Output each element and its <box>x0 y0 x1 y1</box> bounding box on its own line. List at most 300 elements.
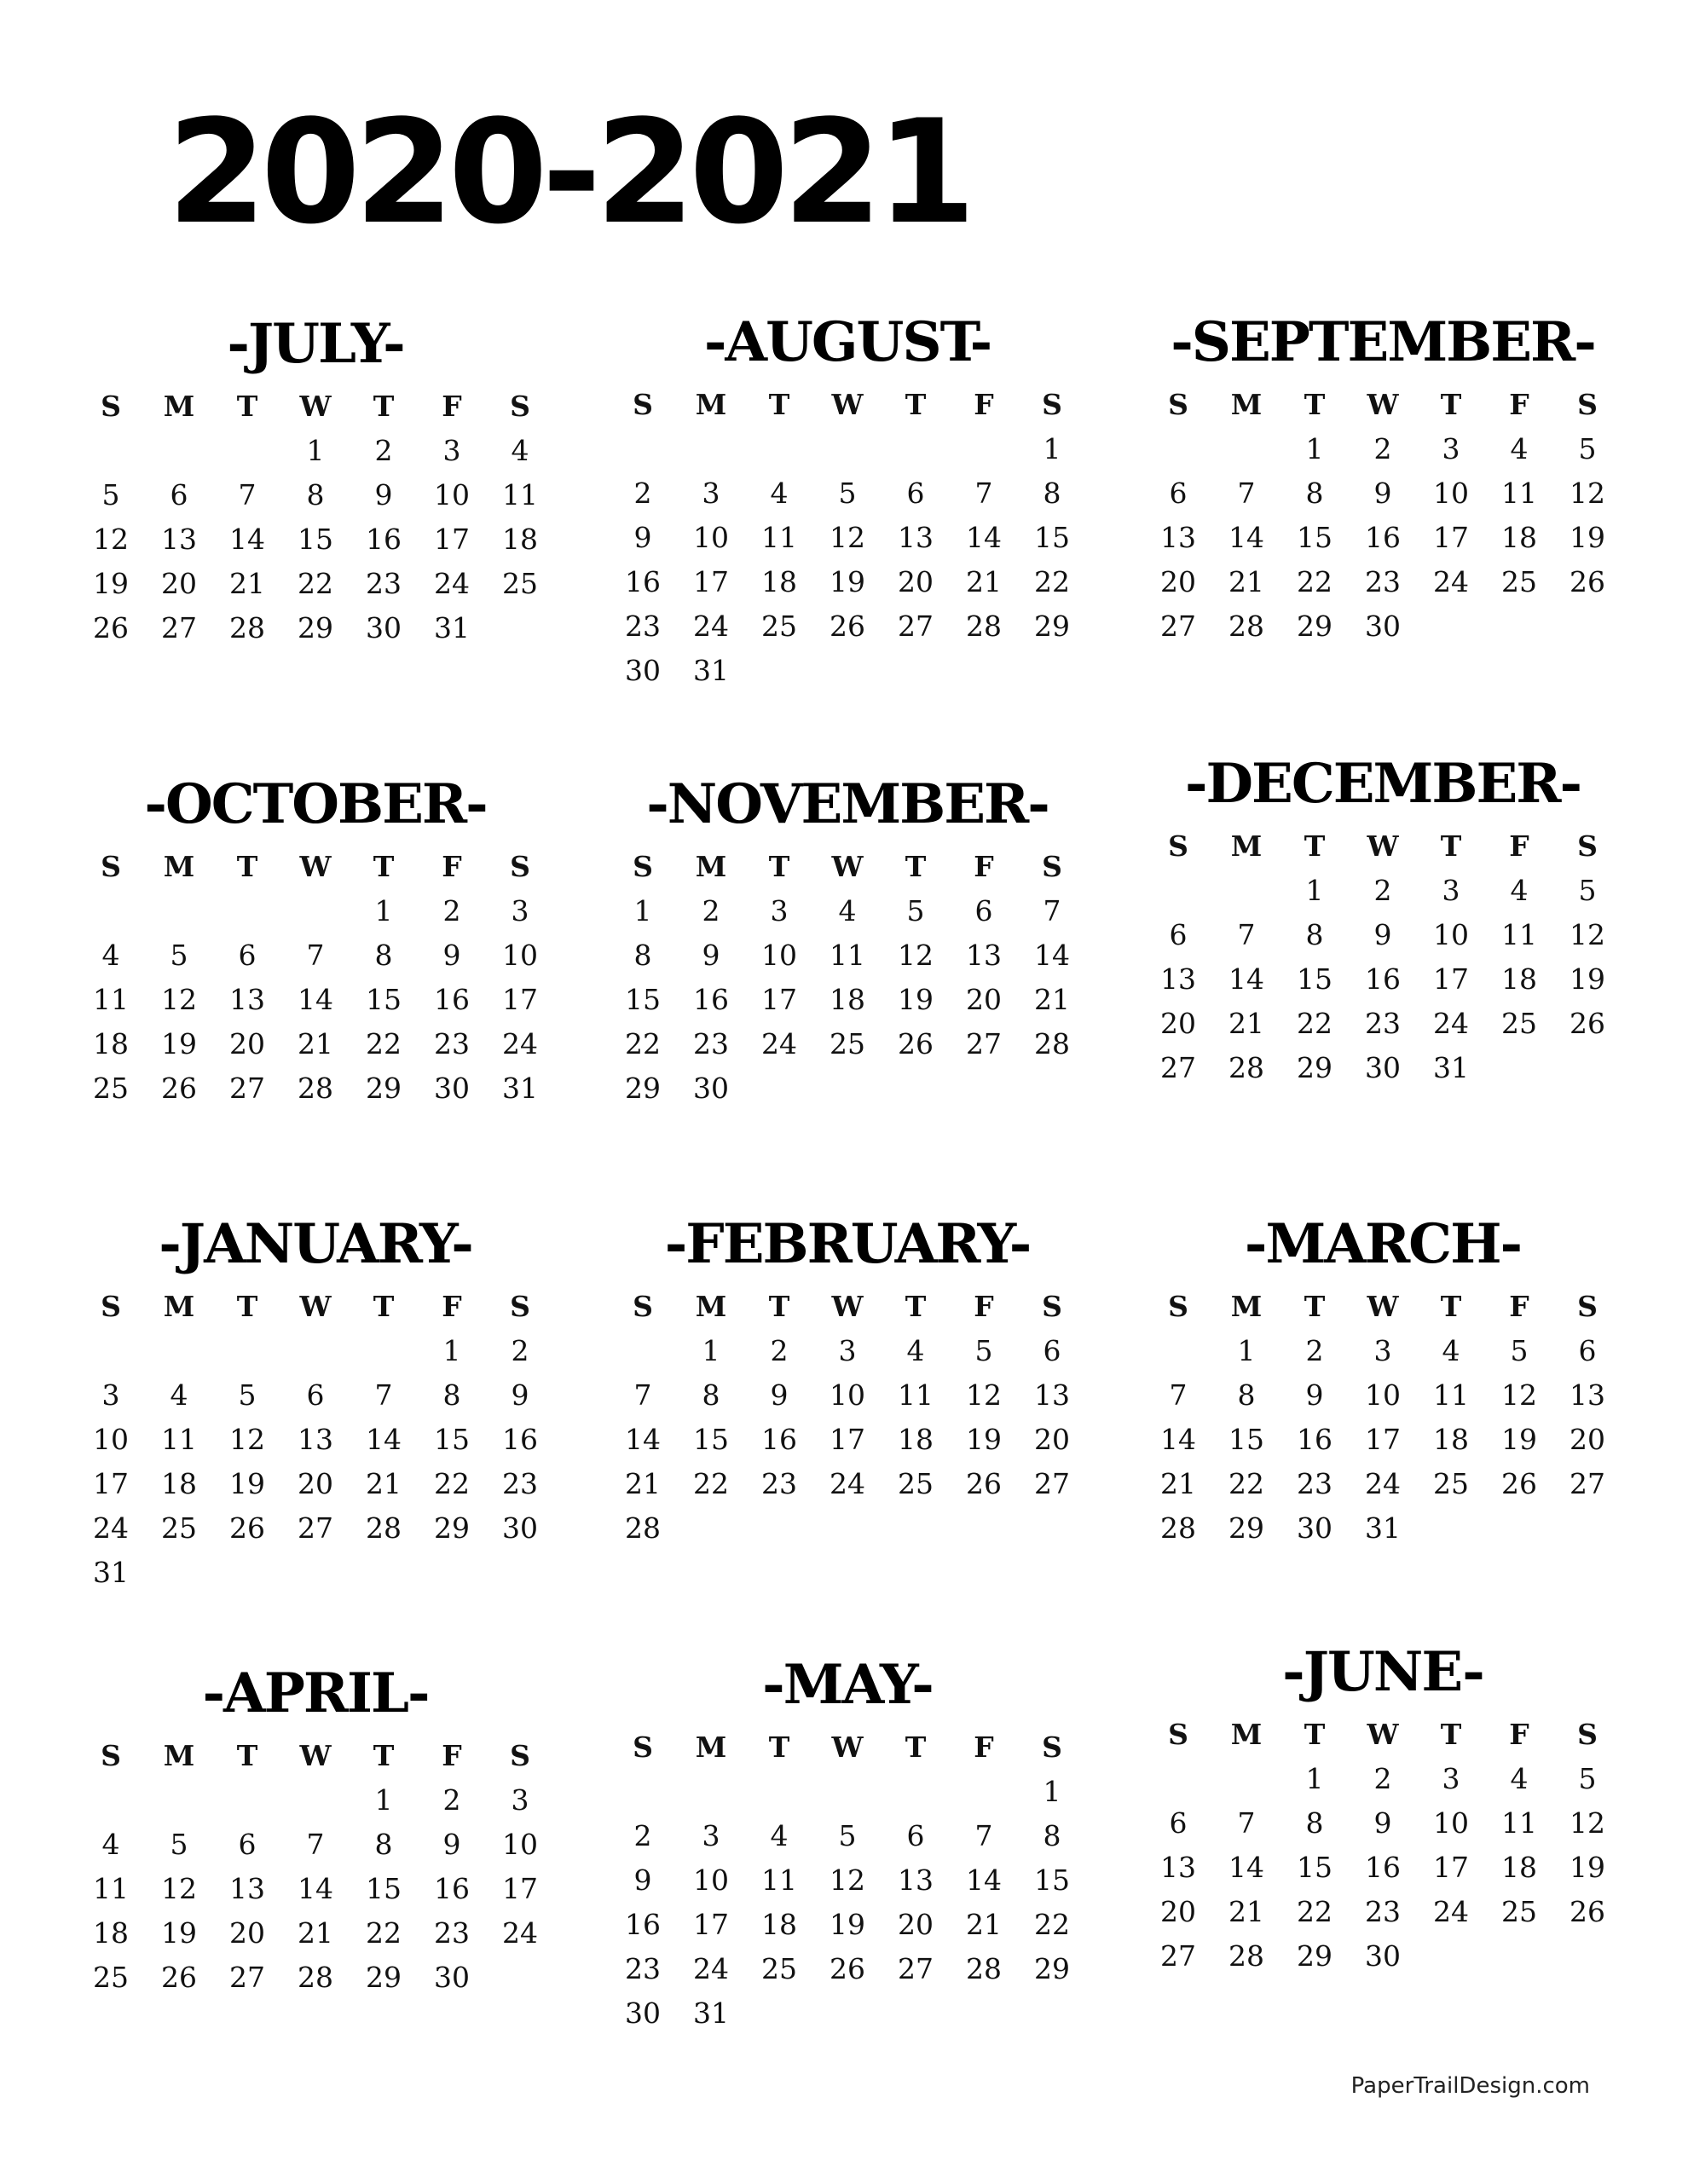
day-cell: 25 <box>761 609 797 643</box>
day-cell: 13 <box>1160 1850 1196 1884</box>
week-row <box>1144 1328 1622 1372</box>
day-cell: 12 <box>229 1422 265 1456</box>
weekday-header <box>609 1725 1086 1769</box>
day-cell: 1 <box>1305 873 1324 907</box>
weekday-label: T <box>373 1289 395 1323</box>
day-cell: 19 <box>830 564 865 598</box>
day-cell: 25 <box>502 566 538 600</box>
week-row <box>1144 1045 1622 1089</box>
day-cell: 3 <box>101 1378 120 1412</box>
week-row <box>77 1777 554 1822</box>
day-cell: 12 <box>1569 476 1605 510</box>
weekday-label: S <box>510 1738 530 1772</box>
week-row <box>609 1902 1086 1946</box>
month-name: -NOVEMBER- <box>646 772 1049 836</box>
day-cell: 16 <box>1365 962 1401 996</box>
day-cell: 11 <box>898 1378 934 1412</box>
day-cell: 19 <box>1569 962 1605 996</box>
week-row <box>77 1550 554 1594</box>
day-cell: 30 <box>502 1511 538 1545</box>
week-row <box>609 426 1086 471</box>
day-cell: 16 <box>502 1422 538 1456</box>
day-cell: 3 <box>511 893 529 927</box>
day-cell: 13 <box>229 1871 265 1905</box>
day-cell: 1 <box>633 893 652 927</box>
day-cell: 27 <box>898 609 934 643</box>
month-block <box>1144 310 1622 648</box>
day-cell: 2 <box>374 433 393 467</box>
day-cell: 1 <box>306 433 325 467</box>
day-cell: 1 <box>702 1333 720 1367</box>
day-cell: 21 <box>298 1026 333 1060</box>
day-cell: 14 <box>229 522 265 556</box>
weekday-label: W <box>299 1289 332 1323</box>
week-row <box>77 605 554 650</box>
day-cell: 19 <box>830 1907 865 1941</box>
day-cell: 29 <box>625 1071 661 1105</box>
day-cell: 14 <box>366 1422 402 1456</box>
day-cell: 25 <box>761 1951 797 1985</box>
day-cell: 22 <box>298 566 333 600</box>
weekday-label: W <box>831 849 864 883</box>
day-cell: 17 <box>1433 1850 1469 1884</box>
day-cell: 21 <box>366 1466 402 1500</box>
day-cell: 24 <box>830 1466 865 1500</box>
day-cell: 12 <box>898 938 934 972</box>
week-row <box>77 561 554 605</box>
week-row <box>609 888 1086 933</box>
day-cell: 18 <box>1501 520 1537 554</box>
weekday-label: F <box>1509 1289 1529 1323</box>
day-cell: 19 <box>1501 1422 1537 1456</box>
day-cell: 20 <box>966 982 1002 1016</box>
day-cell: 10 <box>1365 1378 1401 1412</box>
day-cell: 21 <box>298 1915 333 1950</box>
day-cell: 12 <box>1569 917 1605 951</box>
day-cell: 27 <box>1160 1050 1196 1084</box>
day-cell: 13 <box>1160 520 1196 554</box>
day-cell: 4 <box>1442 1333 1460 1367</box>
day-cell: 10 <box>502 1827 538 1861</box>
week-row <box>609 1990 1086 2035</box>
day-cell: 4 <box>101 938 120 972</box>
day-cell: 3 <box>1442 431 1460 465</box>
weekday-label: T <box>1440 387 1462 421</box>
week-row <box>77 1955 554 1999</box>
day-cell: 9 <box>702 938 720 972</box>
day-cell: 15 <box>693 1422 729 1456</box>
weekday-header <box>1144 382 1622 426</box>
weekday-header <box>609 382 1086 426</box>
day-cell: 13 <box>229 982 265 1016</box>
day-cell: 17 <box>502 1871 538 1905</box>
day-cell: 2 <box>511 1333 529 1367</box>
week-row <box>77 472 554 517</box>
day-cell: 30 <box>1365 609 1401 643</box>
day-cell: 4 <box>1510 873 1529 907</box>
day-cell: 3 <box>770 893 789 927</box>
month-name: -JUNE- <box>1282 1640 1483 1704</box>
day-cell: 15 <box>298 522 333 556</box>
day-cell: 28 <box>625 1511 661 1545</box>
week-row <box>1144 1372 1622 1417</box>
weekday-label: W <box>299 849 332 883</box>
day-cell: 9 <box>633 1863 652 1897</box>
day-cell: 22 <box>366 1026 402 1060</box>
day-cell: 11 <box>93 982 129 1016</box>
day-cell: 19 <box>161 1026 197 1060</box>
day-cell: 1 <box>1305 431 1324 465</box>
day-cell: 20 <box>298 1466 333 1500</box>
day-cell: 27 <box>229 1071 265 1105</box>
day-cell: 8 <box>374 938 393 972</box>
weekday-label: S <box>633 387 653 421</box>
day-cell: 6 <box>1043 1333 1061 1367</box>
weekday-header <box>77 1733 554 1777</box>
day-cell: 15 <box>1297 1850 1332 1884</box>
day-cell: 13 <box>161 522 197 556</box>
day-cell: 1 <box>1043 431 1061 465</box>
day-cell: 31 <box>434 610 470 644</box>
weekday-label: F <box>1509 1717 1529 1751</box>
weekday-label: S <box>101 1289 121 1323</box>
day-cell: 31 <box>693 653 729 687</box>
month-name: -MAY- <box>762 1653 933 1717</box>
day-cell: 22 <box>1297 1894 1332 1928</box>
day-cell: 17 <box>1433 962 1469 996</box>
weekday-label: S <box>1577 1289 1598 1323</box>
day-cell: 27 <box>161 610 197 644</box>
day-cell: 22 <box>693 1466 729 1500</box>
day-cell: 15 <box>1228 1422 1264 1456</box>
day-cell: 17 <box>693 1907 729 1941</box>
weekday-label: F <box>1509 829 1529 863</box>
day-cell: 15 <box>434 1422 470 1456</box>
day-cell: 31 <box>502 1071 538 1105</box>
month-block <box>1144 1212 1622 1550</box>
day-cell: 26 <box>229 1511 265 1545</box>
weekday-label: F <box>974 849 994 883</box>
page-title: 2020-2021 <box>167 89 970 256</box>
weekday-label: W <box>831 1289 864 1323</box>
day-cell: 18 <box>761 1907 797 1941</box>
day-cell: 16 <box>693 982 729 1016</box>
day-cell: 4 <box>511 433 529 467</box>
day-cell: 9 <box>1373 476 1392 510</box>
weekday-label: F <box>974 1289 994 1323</box>
day-cell: 16 <box>434 982 470 1016</box>
day-cell: 27 <box>1160 1938 1196 1973</box>
day-cell: 25 <box>830 1026 865 1060</box>
day-cell: 15 <box>1297 962 1332 996</box>
day-cell: 9 <box>1305 1378 1324 1412</box>
day-cell: 23 <box>761 1466 797 1500</box>
day-cell: 17 <box>502 982 538 1016</box>
day-cell: 28 <box>1228 1938 1264 1973</box>
day-cell: 21 <box>1160 1466 1196 1500</box>
weekday-label: T <box>373 1738 395 1772</box>
day-cell: 16 <box>434 1871 470 1905</box>
day-cell: 31 <box>693 1996 729 2030</box>
day-cell: 14 <box>298 982 333 1016</box>
day-cell: 11 <box>1501 917 1537 951</box>
day-cell: 30 <box>693 1071 729 1105</box>
day-cell: 26 <box>161 1071 197 1105</box>
weekday-label: T <box>373 849 395 883</box>
day-cell: 18 <box>898 1422 934 1456</box>
weekday-label: T <box>373 389 395 423</box>
day-cell: 20 <box>229 1026 265 1060</box>
day-cell: 25 <box>1501 1894 1537 1928</box>
day-cell: 6 <box>1169 917 1188 951</box>
week-row <box>609 1858 1086 1902</box>
week-row <box>77 1461 554 1505</box>
weekday-label: T <box>905 849 927 883</box>
day-cell: 7 <box>633 1378 652 1412</box>
weekday-label: W <box>831 1730 864 1764</box>
day-cell: 25 <box>1433 1466 1469 1500</box>
week-row <box>609 1021 1086 1066</box>
day-cell: 21 <box>1228 1894 1264 1928</box>
day-cell: 16 <box>625 564 661 598</box>
weekday-label: F <box>442 389 462 423</box>
day-cell: 6 <box>906 1818 925 1852</box>
day-cell: 28 <box>1228 609 1264 643</box>
day-cell: 6 <box>1169 476 1188 510</box>
week-row <box>77 1328 554 1372</box>
day-cell: 10 <box>93 1422 129 1456</box>
day-cell: 28 <box>1034 1026 1070 1060</box>
weekday-label: W <box>1367 387 1399 421</box>
day-cell: 13 <box>1034 1378 1070 1412</box>
day-cell: 9 <box>1373 1806 1392 1840</box>
day-cell: 9 <box>442 938 461 972</box>
day-cell: 6 <box>238 1827 257 1861</box>
day-cell: 3 <box>1373 1333 1392 1367</box>
weekday-label: S <box>633 1730 653 1764</box>
weekday-label: F <box>974 1730 994 1764</box>
day-cell: 16 <box>761 1422 797 1456</box>
day-cell: 25 <box>93 1960 129 1994</box>
day-cell: 11 <box>93 1871 129 1905</box>
weekday-label: W <box>831 387 864 421</box>
day-cell: 11 <box>1433 1378 1469 1412</box>
week-row <box>609 977 1086 1021</box>
day-cell: 8 <box>374 1827 393 1861</box>
week-row <box>609 648 1086 692</box>
weekday-label: F <box>442 1738 462 1772</box>
day-cell: 7 <box>1169 1378 1188 1412</box>
day-cell: 24 <box>1365 1466 1401 1500</box>
week-row <box>609 559 1086 604</box>
weekday-label: S <box>1042 1289 1062 1323</box>
day-cell: 26 <box>1569 1006 1605 1040</box>
day-cell: 21 <box>1228 564 1264 598</box>
week-row <box>77 888 554 933</box>
day-cell: 11 <box>1501 1806 1537 1840</box>
day-cell: 17 <box>693 564 729 598</box>
day-cell: 11 <box>161 1422 197 1456</box>
day-cell: 15 <box>1297 520 1332 554</box>
day-cell: 10 <box>1433 917 1469 951</box>
week-row <box>77 933 554 977</box>
weekday-label: T <box>1304 1289 1326 1323</box>
day-cell: 1 <box>1305 1761 1324 1795</box>
day-cell: 7 <box>974 476 993 510</box>
day-cell: 17 <box>830 1422 865 1456</box>
month-block <box>1144 752 1622 1089</box>
day-cell: 24 <box>502 1915 538 1950</box>
day-cell: 30 <box>1365 1050 1401 1084</box>
weekday-label: F <box>442 1289 462 1323</box>
day-cell: 26 <box>898 1026 934 1060</box>
day-cell: 26 <box>966 1466 1002 1500</box>
day-cell: 2 <box>633 1818 652 1852</box>
day-cell: 23 <box>625 609 661 643</box>
day-cell: 17 <box>1433 520 1469 554</box>
day-cell: 21 <box>1034 982 1070 1016</box>
weekday-label: M <box>695 387 727 421</box>
weekday-header <box>77 844 554 888</box>
weekday-label: F <box>974 387 994 421</box>
weekday-label: M <box>695 849 727 883</box>
day-cell: 5 <box>974 1333 993 1367</box>
weekday-label: M <box>1230 387 1263 421</box>
week-row <box>609 1461 1086 1505</box>
day-cell: 8 <box>1305 1806 1324 1840</box>
week-row <box>609 1946 1086 1990</box>
day-cell: 23 <box>1365 1894 1401 1928</box>
day-cell: 16 <box>1297 1422 1332 1456</box>
day-cell: 21 <box>625 1466 661 1500</box>
week-row <box>609 1417 1086 1461</box>
day-cell: 22 <box>1034 1907 1070 1941</box>
day-cell: 15 <box>625 982 661 1016</box>
day-cell: 29 <box>298 610 333 644</box>
day-cell: 24 <box>502 1026 538 1060</box>
day-cell: 2 <box>1373 431 1392 465</box>
day-cell: 2 <box>633 476 652 510</box>
weekday-label: W <box>1367 1717 1399 1751</box>
day-cell: 9 <box>770 1378 789 1412</box>
day-cell: 10 <box>434 477 470 511</box>
weekday-label: M <box>695 1730 727 1764</box>
day-cell: 4 <box>1510 1761 1529 1795</box>
day-cell: 27 <box>966 1026 1002 1060</box>
day-cell: 4 <box>770 476 789 510</box>
weekday-label: T <box>1440 1289 1462 1323</box>
day-cell: 18 <box>1501 1850 1537 1884</box>
day-cell: 30 <box>1297 1511 1332 1545</box>
day-cell: 2 <box>1305 1333 1324 1367</box>
day-cell: 15 <box>366 1871 402 1905</box>
day-cell: 26 <box>1501 1466 1537 1500</box>
day-cell: 12 <box>161 1871 197 1905</box>
day-cell: 22 <box>625 1026 661 1060</box>
weekday-label: T <box>768 849 790 883</box>
day-cell: 5 <box>838 476 857 510</box>
day-cell: 20 <box>1569 1422 1605 1456</box>
day-cell: 7 <box>1237 1806 1256 1840</box>
day-cell: 3 <box>1442 1761 1460 1795</box>
day-cell: 18 <box>1501 962 1537 996</box>
day-cell: 14 <box>966 1863 1002 1897</box>
day-cell: 28 <box>366 1511 402 1545</box>
day-cell: 23 <box>1365 564 1401 598</box>
weekday-label: M <box>1230 829 1263 863</box>
day-cell: 13 <box>1160 962 1196 996</box>
day-cell: 3 <box>838 1333 857 1367</box>
day-cell: 27 <box>298 1511 333 1545</box>
day-cell: 11 <box>502 477 538 511</box>
day-cell: 28 <box>1160 1511 1196 1545</box>
day-cell: 22 <box>1297 1006 1332 1040</box>
day-cell: 4 <box>838 893 857 927</box>
day-cell: 19 <box>161 1915 197 1950</box>
day-cell: 10 <box>502 938 538 972</box>
day-cell: 18 <box>1433 1422 1469 1456</box>
day-cell: 19 <box>898 982 934 1016</box>
day-cell: 20 <box>1034 1422 1070 1456</box>
day-cell: 19 <box>966 1422 1002 1456</box>
day-cell: 14 <box>625 1422 661 1456</box>
weekday-label: S <box>633 1289 653 1323</box>
day-cell: 24 <box>1433 1006 1469 1040</box>
week-row <box>77 517 554 561</box>
weekday-label: S <box>1168 387 1188 421</box>
day-cell: 26 <box>1569 564 1605 598</box>
day-cell: 17 <box>1365 1422 1401 1456</box>
week-row <box>609 1328 1086 1372</box>
day-cell: 4 <box>170 1378 188 1412</box>
day-cell: 2 <box>442 1782 461 1817</box>
weekday-label: M <box>163 389 195 423</box>
day-cell: 17 <box>434 522 470 556</box>
day-cell: 10 <box>1433 1806 1469 1840</box>
week-row <box>609 471 1086 515</box>
day-cell: 14 <box>1034 938 1070 972</box>
weekday-label: T <box>905 1289 927 1323</box>
day-cell: 12 <box>161 982 197 1016</box>
day-cell: 8 <box>1043 476 1061 510</box>
weekday-label: S <box>1042 1730 1062 1764</box>
day-cell: 14 <box>966 520 1002 554</box>
week-row <box>1144 1001 1622 1045</box>
month-name: -APRIL- <box>202 1661 429 1725</box>
weekday-label: M <box>163 1738 195 1772</box>
day-cell: 23 <box>434 1026 470 1060</box>
day-cell: 25 <box>1501 1006 1537 1040</box>
day-cell: 4 <box>770 1818 789 1852</box>
day-cell: 14 <box>1228 1850 1264 1884</box>
day-cell: 29 <box>1034 609 1070 643</box>
day-cell: 2 <box>770 1333 789 1367</box>
week-row <box>1144 1889 1622 1933</box>
day-cell: 11 <box>830 938 865 972</box>
day-cell: 2 <box>1373 1761 1392 1795</box>
month-name: -AUGUST- <box>703 310 991 374</box>
day-cell: 30 <box>625 653 661 687</box>
weekday-label: T <box>768 387 790 421</box>
day-cell: 17 <box>761 982 797 1016</box>
day-cell: 28 <box>966 1951 1002 1985</box>
day-cell: 6 <box>238 938 257 972</box>
weekday-label: T <box>1440 829 1462 863</box>
day-cell: 12 <box>966 1378 1002 1412</box>
day-cell: 21 <box>966 564 1002 598</box>
weekday-label: S <box>1168 829 1188 863</box>
weekday-header <box>1144 823 1622 868</box>
